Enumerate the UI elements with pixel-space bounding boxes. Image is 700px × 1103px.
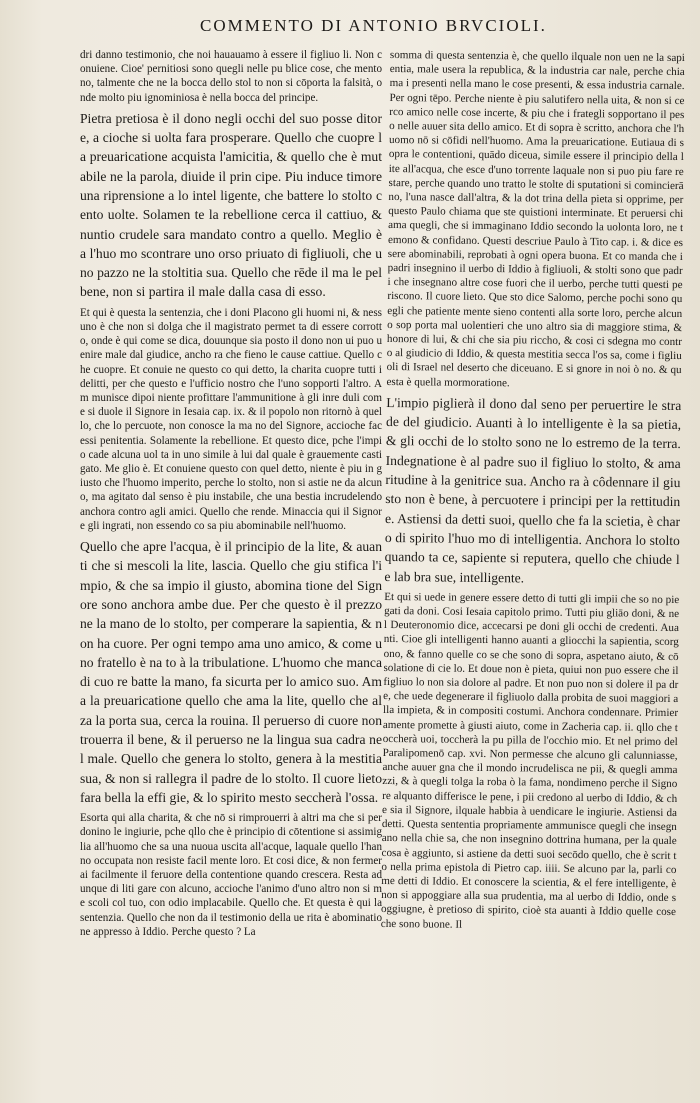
left-column: [80, 48, 382, 1096]
commentary-paragraph: Et qui si uede in genere essere detto di tutti gli impii che so no piegati da doni. Cosi Iesaia capitolo primo. Tutti piu gliāo doni, & nel Deuteronomio dice, accecarsi pe doni gli occhi de credenti. Auanti. Cioe gli intelligenti hanno auanti a gliocchi la sapientia, scorgono, & fanno quelle co se che sono di sopra, aspetano aiuto, & cōsolatione di cie lo. Et doue non è pieta, quiui non puo essere che il figliuo lo non sia dolore al padre. Et non puo non si dolere il pa dre, che uede degenerare il figliuolo dalla probita de suoi maggiori alla impieta, & in compositi costumi. Anchora condennare. Primieramente promette à giusti aiuto, come in Zacheria cap. ii. qllo che toccherà uoi, toccherà la pu pilla de l'occhio mio. Et nel primo del Paralipomenō cap. xvi. Non permesse che alcuno gli calunniasse, anche auuer gna che il mondo incrudelisca ne pii, & quegli ammazzi, & à quegli tolga la roba ò la fama, nondimeno perche il Signore alquanto differisce le pene, i pii credono al uerbo di Iddio, & che sia il Signore, ilquale habbia à uendicare le ingiurie. Astiensi da detti. Questa sententia propriamente ammunisce quegli che insegnano nella chie sa, che non insegnino dottrina humana, per la quale cosa è aggiunto, si astiene da detti suoi secōdo quello, che è scrit to nella prima epistola di Pietro cap. iiii. Se alcuno par la, parli come detti di Iddio. Et conoscere la scientia, & el fere intelligente, è non si appoggiare alla sua prudentia, ma al uerbo di Iddio, onde soggiugne, è pretioso di spirito, cioè sta auanti à Iddio quelle cose che sono buone. Il: [380, 590, 680, 931]
commentary-paragraph: somma di questa sentenzia è, che quello ilquale non uen ne la sapientia, male usera la republica, & la industria car nale, perche chiama i presenti nella mano le cose presenti, & essa industria carnale. Per ogni tēpo. Perche niente è piu salutifero nella uita, & non si cerco amico nelle cose incerte, & piu che i frategli sopportano il peso nelle auuer sita dello amico. Et di sopra è scritto, anchora che l'huomo nō si cōfidi nell'huomo. Ama la preuaricatione. Eutiaua di sopra le contentioni, quādo diceua, simile essere il principio della lite all'acqua, che esce d'uno torrente laquale non si puo piu fare restare, perche quando uno tratto le stolte di sputationi si comincierāno, l'una nasce dall'altra, & la dot trina della pieta si opprime, per questo Paulo chiama que ste quistioni interminate. Et peruersi chiama quegli, che si immaginano Iddio secondo la uolonta loro, ne temono & confidano. Questi descriue Paulo à Tito cap. i. & dice essere abominabili, reprobati à ogni opera buona. Et co manda che i padri insegnino il uerbo di Iddio à figliuoli, & stolti sono que padri che insegnano altre cose fuori che il uerbo, perche tutti questi periscono. Il cuore lieto. Que sto dice Salomo, perche pochi sono quegli che patiente mente sieno contenti alla sorte loro, perche alcuno sop porta mal uolentieri che uno altro sia di maggiore stima, & honore di lui, & chi che sia piu riccho, & cosi ci sdegna mo contro al giudicio di Iddio, & questa mestitia secca l'os sa, come i figliuoli di Israel nel deserto che diceuano. E si gnore in noi ò no. & questa è quella mormoratione.: [386, 48, 685, 389]
commentary-paragraph: dri danno testimonio, che noi hauauamo à essere il figliuo li. Non conuiene. Cioe' pernitiosi sono quegli nelle pu blice cose, che mentono, talmente che ne la bocca dello stol to non si cōporta la falsità, onde molto piu ignominiosa è nella bocca del principe.: [80, 49, 382, 104]
right-column: [379, 48, 685, 1099]
scripture-paragraph: L'impio piglierà il dono dal seno per peruertire le strade del giudicio. Auanti à lo intelligente è la sa pietia, & gli occhi de lo stolto sono ne lo estremo de la terra. Indegnatione è al padre suo il figliuo lo stolto, & amaritudine à la genitrice sua. Ancho ra à côdennare il giusto non è bene, à percuotere i principi per la rettitudine. Astiensi da detti suoi, quello che fa la scietia, è charo di spirito l'huo mo di intelligentia. Anchora lo stolto quando ta ce, sapiente si reputera, quello che chiude le lab bra sue, intelligente.: [384, 394, 682, 585]
scripture-paragraph: Quello che apre l'acqua, è il principio de la lite, & auanti che si mescoli la lite, lascia. Quello che giu stifica l'impio, & che sa impio il giusto, abomina tione del Signore sono anchora ambe due. Per che questo è il prezzo ne la mano de lo stolto, per comperare la sapientia, & non ha cuore. Per ogni tempo ama uno amico, & come uno fratello è na to à la tribulatione. L'huomo che manca di cuo re batte la mano, fa sicurta per lo amico suo. Ama la preuaricatione quello che ama la lite, quello che alza la porta sua, cerca la rouina. Il peruerso di cuore non trouerra il bene, & il peruerso ne la lingua sua cadra nel male. Quello che genera lo stolto, genera à la mestitia sua, & non si rallegra il padre de lo stolto. Il cuore lieto fara bella la effi gie, & lo spirito mesto seccherà l'ossa.: [80, 539, 382, 805]
commentary-paragraph: Et qui è questa la sentenzia, che i doni Placono gli huomi ni, & nessuno è che non si dolga che il magistrato permet ta di essere corrotto, onde è qui come se dica, douunque sia posto il dono non ui puo uenire male dal giudice, ancho ra che fieno le cause cattiue. Quello che cuopre. Et conuie ne questo co qui detto, la charita cuopre tutti i delitti, per che questo e l'ufficio nostro che l'uno sopporti l'altro. Am munisce dipoi niente profittare l'ammunitione à gli inre duli come si duole il Signore in Iesaia cap. ix. & il popolo non ritornò à quello, che lo percuote, non conosce la ma no del Signore, accioche facessi penitentia. Solamente la rebellione. Et questo dice, pche l'impio cade alcuna uol ta in uno simile à lui dal quale è grauemente castigato. Me glio è. Et conuiene questo con quel detto, niente è piu in giusto che l'huomo imperito, perche lo stolto, non si astie ne da alcuno, ma agitato dal senso è piu instabile, che una bestia incrudelendo anchora contro agli amici. Quello che rende. Minaccia qui il Signore gli ingrati, non essendo co sa piu abominabile nell'huomo.: [80, 306, 382, 532]
running-head: COMMENTO DI ANTONIO BRVCIOLI.: [200, 16, 547, 35]
commentary-paragraph: Esorta qui alla charita, & che nō si rimprouerri à altri ma che si perdonino le ingiurie, pche qllo che è principio di cōtentione si assimiglia all'huomo che sa una nuoua uscita all'acque, laquale quello l'hanno occupata non resiste facil mente loro. Et cosi dice, & non fermerai facilmente il feruore della contentione quando crescera. Resta adunque di liti gare con alcuno, accioche l'animo d'uno altro non si me scoli col tuo, con odio implacabile. Quello che. Et questa è qui la sentenzia. Quello che non da il testimonio della ue rita è abominatione appresso à Iddio. Perche questo ? La: [80, 812, 382, 938]
scripture-paragraph: Pietra pretiosa è il dono negli occhi del suo posse ditore, a cioche si uolta fara prosperare. Quello che cuopre la preuaricatione acquista l'amicitia, & quello che è mutabile ne la parola, diuide il prin cipe. Piu induce timore una riprensione a lo intel ligente, che battere lo stolto cento uolte. Solamen te la rebellione cerca il cattiuo, & nuntio crudele sara mandato contro a quello. Meglio è a l'huo mo scontrare uno orso priuato di figliuoli, che u no pazzo ne la stoltitia sua. Quello che rēde il ma le pel bene, non si partira il male dalla casa di esso.: [80, 110, 382, 300]
